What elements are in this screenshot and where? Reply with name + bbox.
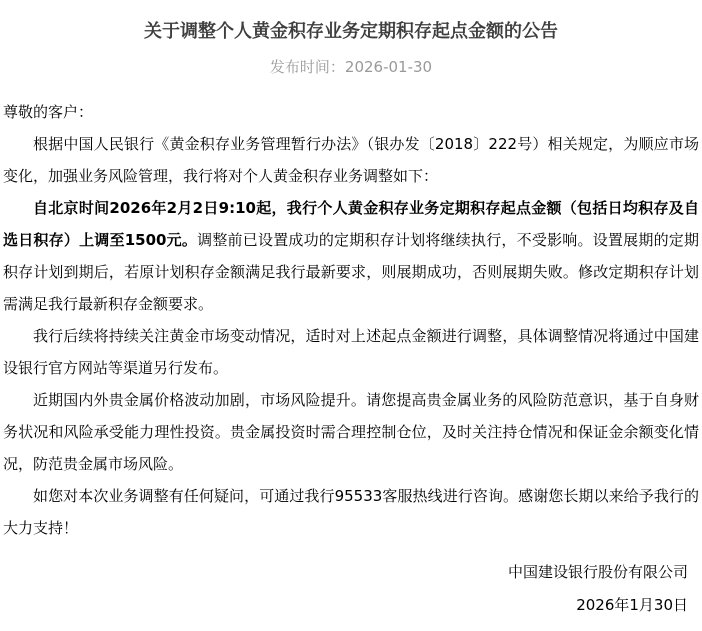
paragraph-future-adjustment-text: 我行后续将持续关注黄金市场变动情况，适时对上述起点金额进行调整，具体调整情况将通过中国建设银行官方网站等渠道另行发布。 — [3, 327, 699, 377]
paragraph-contact-thanks-text: 如您对本次业务调整有任何疑问，可通过我行95533客服热线进行咨询。感谢您长期以来给予我行的大力支持！ — [3, 487, 699, 537]
company-signature: 中国建设银行股份有限公司 — [507, 563, 688, 581]
announcement-body — [0, 96, 702, 544]
adjustment-highlight-text: 自北京时间2026年2月2日9:10起，我行个人黄金积存业务定期积存起点金额（包括日均积存及自选日积存）上调至1500元。 — [3, 199, 699, 249]
paragraph-adjustment-detail — [3, 192, 699, 320]
publish-date-value: 2026-01-30 — [344, 58, 433, 76]
salutation: 尊敬的客户： — [3, 103, 94, 121]
publish-date-line — [0, 56, 702, 78]
paragraph-risk-warning — [3, 384, 699, 480]
paragraph-risk-warning-text: 近期国内外贵金属价格波动加剧，市场风险提升。请您提高贵金属业务的风险防范意识，基于自身财务状况和风险承受能力理性投资。贵金属投资时需合理控制仓位，及时关注持仓情况和保证金余额变化情况，防范贵金属市场风险。 — [3, 391, 699, 473]
signature-date: 2026年1月30日 — [576, 596, 688, 614]
paragraph-regulation-basis — [3, 128, 699, 192]
paragraph-future-adjustment — [3, 320, 699, 384]
paragraph-contact-thanks — [3, 480, 699, 544]
publish-date-label: 发布时间： — [269, 58, 345, 76]
paragraph-regulation-basis-text: 根据中国人民银行《黄金积存业务管理暂行办法》（银办发〔2018〕222号）相关规定，为顺应市场变化，加强业务风险管理，我行将对个人黄金积存业务调整如下： — [3, 135, 699, 185]
signature-block — [0, 556, 702, 622]
page-title: 关于调整个人黄金积存业务定期积存起点金额的公告 — [144, 21, 558, 42]
paragraph-adjustment-detail-text: 调整前已设置成功的定期积存计划将继续执行，不受影响。设置展期的定期积存计划到期后，若原计划积存金额满足我行最新要求，则展期成功，否则展期失败。修改定期积存计划需满足我行最新积存金额要求。 — [3, 231, 700, 313]
